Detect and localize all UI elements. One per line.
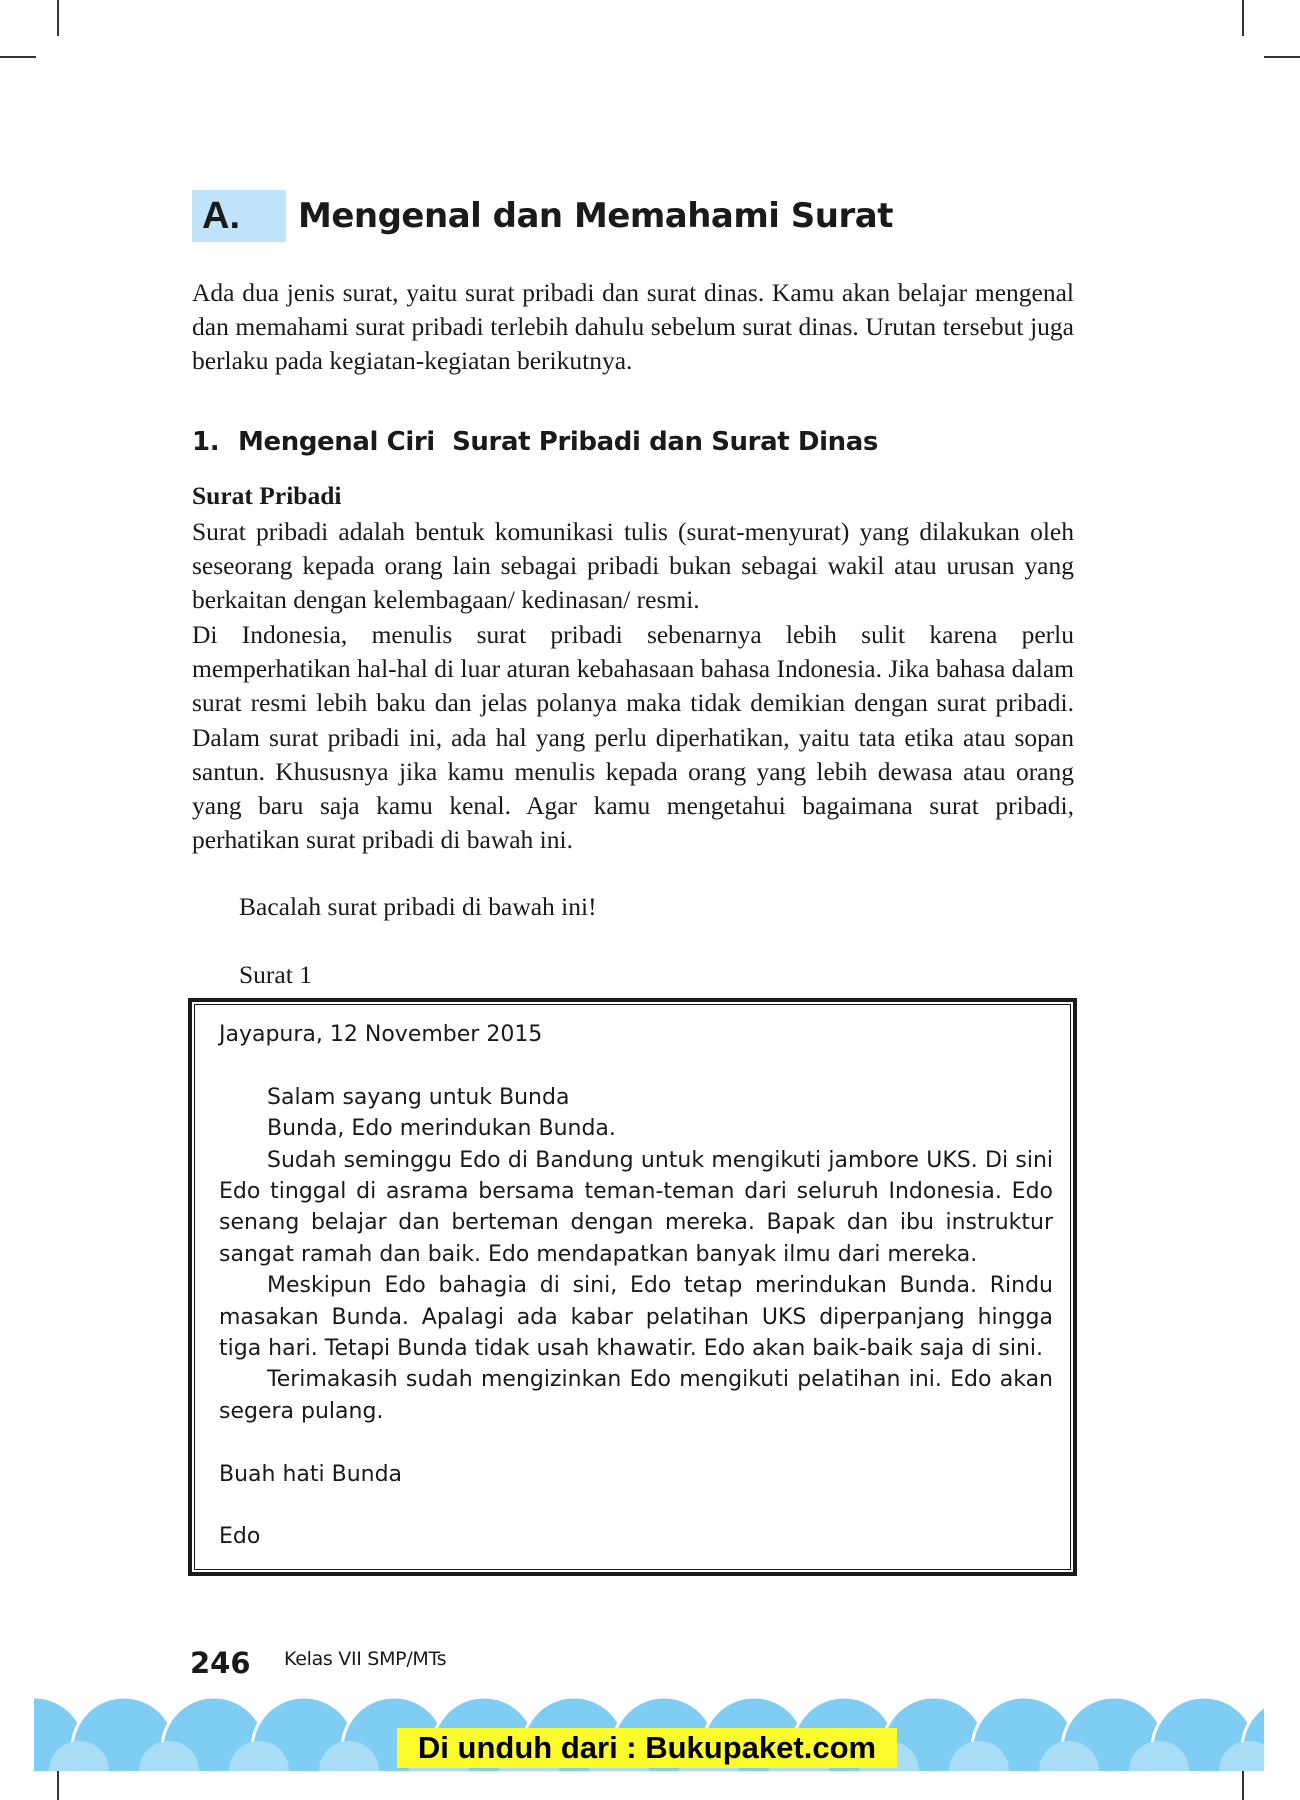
crop-mark (0, 56, 36, 58)
definition-paragraph: Surat pribadi adalah bentuk komunikasi tulis (surat-menyurat) yang dilakukan oleh seseorang kepada orang lain sebagai pribadi bukan sebagai wakil atau urusan yang berkaitan dengan kelembagaan/ kedinasan/ resmi. (192, 517, 1074, 615)
subsection-title: Mengenal Ciri Surat Pribadi dan Surat Dinas (238, 427, 878, 457)
letter-closing: Buah hati Bunda (219, 1461, 403, 1487)
letter-place-date: Jayapura, 12 November 2015 (219, 1022, 543, 1047)
letter-label: Surat 1 (239, 960, 312, 989)
page-number: 246 (190, 1646, 251, 1680)
explanation-paragraph: Di Indonesia, menulis surat pribadi sebenarnya lebih sulit karena perlu memperhatikan hal-hal di luar aturan kebahasaan bahasa Indonesia. Jika bahasa dalam surat resmi lebih baku dan jelas polanya maka tidak demikian dengan surat pribadi. Dalam surat pribadi ini, ada hal yang perlu diperhatikan, yaitu tata etika atau sopan santun. Khususnya jika kamu menulis kepada orang yang lebih dewasa atau orang yang baru saja kamu kenal. Agar kamu mengetahui bagaimana surat pribadi, perhatikan surat pribadi di bawah ini. (192, 620, 1074, 855)
section-letter: A. (192, 190, 286, 242)
letter-paragraph: Sudah seminggu Edo di Bandung untuk mengikuti jambore UKS. Di sini Edo tinggal di asrama bersama teman-teman dari seluruh Indonesia. Edo senang belajar dan berteman dengan mereka. Bapak dan ibu instruktur sangat ramah dan baik. Edo mendapatkan banyak ilmu dari mereka. (219, 1147, 1053, 1267)
letter-paragraph: Meskipun Edo bahagia di sini, Edo tetap merindukan Bunda. Rindu masakan Bunda. Apalagi ada kabar pelatihan UKS diperpanjang hingga tiga hari. Tetapi Bunda tidak usah khawatir. Edo akan baik-baik saja di sini. (219, 1273, 1053, 1362)
section-title: Mengenal dan Memahami Surat (298, 196, 893, 236)
letter-paragraph: Terimakasih sudah mengizinkan Edo mengikuti pelatihan ini. Edo akan segera pulang. (219, 1367, 1053, 1424)
book-title: Kelas VII SMP/MTs (284, 1648, 447, 1670)
crop-mark (1264, 56, 1300, 58)
letter-body (219, 1019, 1053, 1553)
surat-pribadi-heading: Surat Pribadi (192, 481, 342, 510)
crop-mark (1242, 0, 1244, 36)
letter-inner-frame (194, 1004, 1071, 1570)
section-heading (192, 190, 893, 242)
subsection-heading (192, 427, 878, 457)
crop-mark (57, 0, 59, 36)
letter-signature: Edo (219, 1524, 261, 1550)
letter-greeting: Salam sayang untuk Bunda (267, 1084, 570, 1110)
intro-paragraph: Ada dua jenis surat, yaitu surat pribadi dan surat dinas. Kamu akan belajar mengenal dan memahami surat pribadi terlebih dahulu sebelum surat dinas. Urutan tersebut juga berlaku pada kegiatan-kegiatan berikutnya. (192, 278, 1074, 376)
download-source-banner: Di unduh dari : Bukupaket.com (397, 1728, 897, 1768)
instruction-text: Bacalah surat pribadi di bawah ini! (239, 892, 597, 921)
letter-box (188, 998, 1077, 1576)
subsection-number: 1. (192, 427, 220, 457)
letter-line: Bunda, Edo merindukan Bunda. (267, 1116, 616, 1142)
